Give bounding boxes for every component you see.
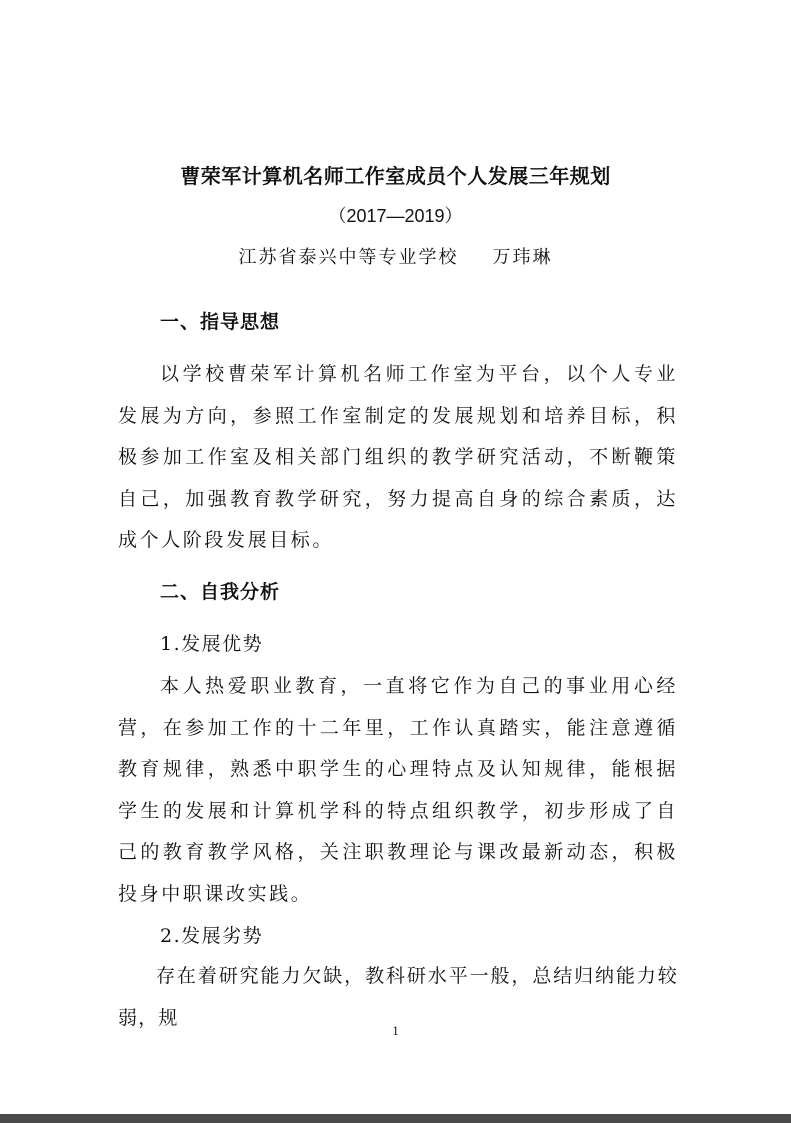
paragraph-weaknesses: 存在着研究能力欠缺，教科研水平一般，总结归纳能力较弱，规 — [118, 965, 678, 1029]
page-number: 1 — [392, 1023, 399, 1038]
school-name: 江苏省泰兴中等专业学校 — [238, 247, 459, 268]
window-bottom-bar — [0, 1114, 791, 1123]
author-line — [0, 242, 791, 274]
subheading-strengths: 1.发展优势 — [160, 633, 264, 655]
paragraph-guiding-ideology: 以学校曹荣军计算机名师工作室为平台，以个人专业发展为方向，参照工作室制定的发展规划和培养目标，积极参加工作室及相关部门组织的教学研究活动，不断鞭策自己，加强教育教学研究，努力提高自身的综合素质，达成个人阶段发展目标。 — [118, 363, 678, 551]
section-heading-self-analysis: 二、自我分析 — [160, 581, 281, 603]
paragraph-strengths: 本人热爱职业教育，一直将它作为自己的事业用心经营，在参加工作的十二年里，工作认真踏实，能注意遵循教育规律，熟悉中职学生的心理特点及认知规律，能根据学生的发展和计算机学科的特点组织教学，初步形成了自己的教育教学风格，关注职教理论与课改最新动态，积极投身中职课改实践。 — [118, 675, 678, 905]
document-years: （2017—2019） — [328, 206, 463, 226]
document-title: 曹荣军计算机名师工作室成员个人发展三年规划 — [180, 164, 611, 188]
section-heading-guiding-ideology: 一、指导思想 — [160, 311, 281, 333]
subheading-weaknesses: 2.发展劣势 — [160, 925, 264, 947]
author-name: 万玮琳 — [492, 247, 553, 268]
